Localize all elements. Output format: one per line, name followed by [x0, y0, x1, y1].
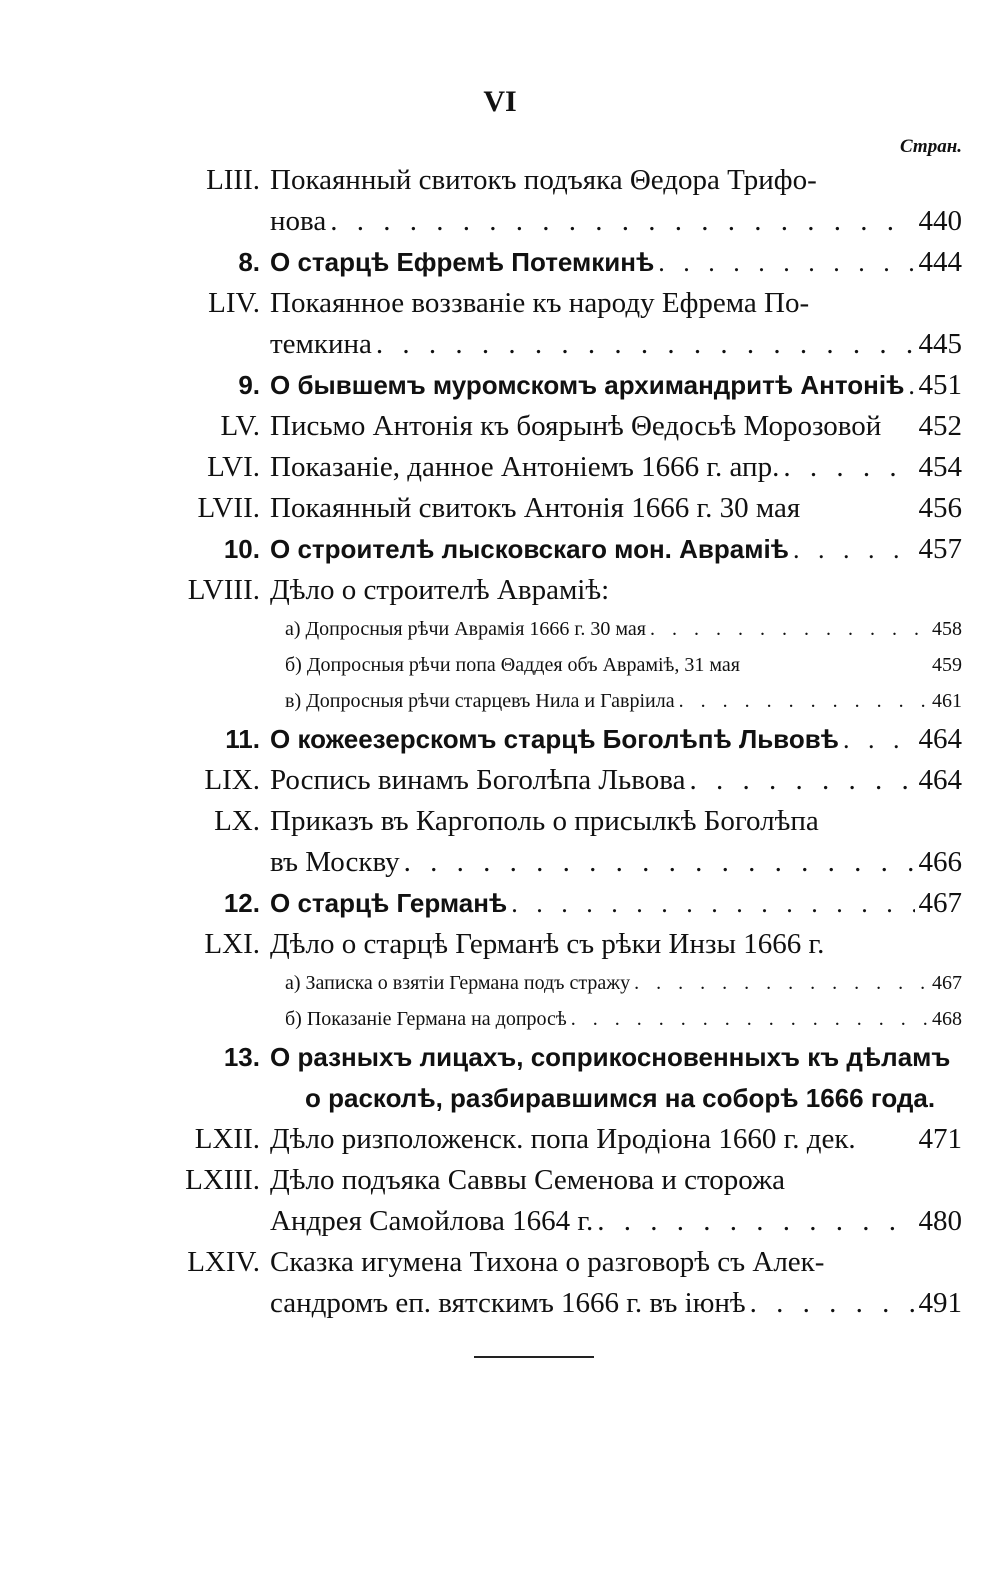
- toc-entry: [0, 647, 1000, 683]
- toc-entry: [0, 1160, 1000, 1201]
- toc-entry-number: 10.: [223, 534, 260, 564]
- toc-entry-number: LIV.: [208, 287, 260, 319]
- toc-entry: [0, 965, 1000, 1001]
- toc-entry-number: 12.: [223, 888, 260, 918]
- toc-entry-number: 9.: [238, 370, 260, 400]
- toc-entry-page: 466: [918, 846, 962, 878]
- toc-entry-page: 458: [932, 618, 962, 640]
- toc-entry-title: а) Записка о взятіи Германа подъ стражу: [285, 972, 631, 994]
- toc-entry-title: Покаянный свитокъ Антонія 1666 г. 30 мая: [270, 492, 801, 524]
- toc-entry-page: 454: [918, 451, 962, 483]
- toc-entry-page: 491: [918, 1287, 962, 1319]
- toc-entry-title: Письмо Антонія къ боярынѣ Θедосьѣ Морозовой: [270, 410, 882, 442]
- toc-entry: [0, 1242, 1000, 1283]
- toc-entry-number: LIX.: [204, 764, 260, 796]
- toc-entry-title: б) Допросныя рѣчи попа Θаддея объ Аврамiѣ, 31 мая: [285, 654, 740, 676]
- toc-entry-title: О бывшемъ муромскомъ архимандритѣ Антоніѣ: [270, 370, 905, 400]
- toc-entry: [0, 1078, 1000, 1119]
- toc-entry-number: 13.: [223, 1042, 260, 1072]
- toc-entry-title: Покаянный свитокъ подъяка Θедора Трифо-: [270, 164, 817, 196]
- toc-entry: [0, 160, 1000, 201]
- dot-leader: [650, 611, 928, 647]
- dot-leader: [404, 842, 915, 883]
- dot-leader: [689, 760, 914, 801]
- page-number: VI: [483, 85, 517, 118]
- toc-entry-title: въ Москву: [270, 846, 400, 878]
- toc-entry: [0, 1283, 1000, 1324]
- toc-entry: [0, 529, 1000, 570]
- toc-entry: [0, 1201, 1000, 1242]
- toc-entry-title: нова: [270, 205, 327, 237]
- toc-entry-page: 445: [918, 328, 962, 360]
- toc-entry-title: о расколѣ, разбиравшимся на соборѣ 1666 года.: [305, 1083, 936, 1113]
- dot-leader: [511, 883, 914, 924]
- toc-entry-title: Дѣло ризположенск. попа Иродіона 1660 г. дек.: [270, 1123, 856, 1155]
- table-of-contents: [0, 160, 1000, 1324]
- toc-entry-title: Дѣло о строителѣ Аврамiѣ:: [270, 574, 610, 606]
- toc-entry-page: 452: [918, 410, 962, 442]
- toc-entry-number: 8.: [238, 247, 260, 277]
- toc-entry: [0, 719, 1000, 760]
- toc-entry-page: 468: [932, 1008, 962, 1030]
- toc-entry-title: О старцѣ Германѣ: [270, 888, 508, 918]
- toc-entry-page: 480: [918, 1205, 962, 1237]
- toc-entry: [0, 447, 1000, 488]
- toc-entry: [0, 406, 1000, 447]
- toc-entry-page: 451: [918, 369, 962, 401]
- toc-entry-number: LXI.: [204, 928, 260, 960]
- dot-leader: [843, 719, 915, 760]
- toc-entry-title: Приказъ въ Каргополь о присылкѣ Боголѣпа: [270, 805, 819, 837]
- toc-entry-title: О строителѣ лысковскаго мон. Аврамiѣ: [270, 534, 789, 564]
- toc-entry-number: LVIII.: [187, 574, 260, 606]
- toc-entry-title: Дѣло подъяка Саввы Семенова и сторожа: [270, 1164, 785, 1196]
- toc-entry: [0, 842, 1000, 883]
- toc-entry-number: 11.: [225, 724, 260, 754]
- dot-leader: [679, 683, 928, 719]
- toc-entry: [0, 883, 1000, 924]
- toc-entry: [0, 324, 1000, 365]
- dot-leader: [597, 1201, 914, 1242]
- toc-entry-page: 461: [932, 690, 962, 712]
- toc-entry-title: темкина: [270, 328, 372, 360]
- toc-entry: [0, 760, 1000, 801]
- toc-entry: [0, 570, 1000, 611]
- toc-entry-title: в) Допросныя рѣчи старцевъ Нила и Гавріила: [285, 690, 675, 712]
- dot-leader: [908, 365, 914, 406]
- toc-entry-page: 457: [918, 533, 962, 565]
- end-divider: [474, 1356, 594, 1358]
- dot-leader: [783, 447, 914, 488]
- dot-leader: [330, 201, 914, 242]
- toc-entry-title: а) Допросныя рѣчи Аврамія 1666 г. 30 мая: [285, 618, 646, 640]
- toc-entry: [0, 1037, 1000, 1078]
- toc-entry: [0, 242, 1000, 283]
- toc-entry-page: 467: [932, 972, 962, 994]
- toc-entry-page: 440: [918, 205, 962, 237]
- toc-entry-title: б) Показаніе Германа на допросѣ: [285, 1008, 567, 1030]
- toc-entry-page: 456: [918, 492, 962, 524]
- toc-entry-title: Роспись винамъ Боголѣпа Львова: [270, 764, 686, 796]
- toc-entry: [0, 683, 1000, 719]
- toc-entry-title: Андрея Самойлова 1664 г.: [270, 1205, 594, 1237]
- toc-entry-number: LIII.: [206, 164, 260, 196]
- toc-entry-page: 464: [918, 764, 962, 796]
- dot-leader: [634, 965, 928, 1001]
- toc-entry-number: LXIV.: [187, 1246, 260, 1278]
- dot-leader: [658, 242, 914, 283]
- toc-entry: [0, 801, 1000, 842]
- toc-entry-page: 459: [932, 654, 962, 676]
- toc-entry-title: Сказка игумена Тихона о разговорѣ съ Алек-: [270, 1246, 825, 1278]
- toc-entry: [0, 924, 1000, 965]
- toc-entry-title: О кожеезерскомъ старцѣ Боголѣпѣ Львовѣ: [270, 724, 839, 754]
- page-column-header: Стран.: [899, 136, 962, 157]
- toc-entry-page: 444: [918, 246, 962, 278]
- toc-entry: [0, 1119, 1000, 1160]
- toc-entry-title: О старцѣ Ефремѣ Потемкинѣ: [270, 247, 655, 277]
- toc-entry-number: LVII.: [197, 492, 260, 524]
- toc-entry-title: Показаніе, данное Антоніемъ 1666 г. апр.: [270, 451, 780, 483]
- toc-entry-number: LV.: [220, 410, 260, 442]
- toc-entry: [0, 488, 1000, 529]
- toc-entry-page: 471: [918, 1123, 962, 1155]
- dot-leader: [571, 1001, 928, 1037]
- dot-leader: [750, 1283, 915, 1324]
- toc-entry-number: LXII.: [194, 1123, 260, 1155]
- toc-entry-title: Дѣло о старцѣ Германѣ съ рѣки Инзы 1666 г.: [270, 928, 825, 960]
- dot-leader: [793, 529, 915, 570]
- toc-entry-title: Покаянное воззваніе къ народу Ефрема По-: [270, 287, 810, 319]
- toc-entry-number: LX.: [214, 805, 260, 837]
- toc-entry: [0, 611, 1000, 647]
- toc-entry-title: сандромъ еп. вятскимъ 1666 г. въ іюнѣ: [270, 1287, 746, 1319]
- toc-entry-page: 467: [918, 887, 962, 919]
- toc-entry-page: 464: [918, 723, 962, 755]
- toc-entry: [0, 365, 1000, 406]
- toc-entry-number: LVI.: [207, 451, 260, 483]
- dot-leader: [376, 324, 915, 365]
- toc-entry-title: О разныхъ лицахъ, соприкосновенныхъ къ дѣламъ: [270, 1042, 951, 1072]
- toc-entry-number: LXIII.: [185, 1164, 260, 1196]
- toc-entry: [0, 283, 1000, 324]
- toc-entry: [0, 1001, 1000, 1037]
- toc-entry: [0, 201, 1000, 242]
